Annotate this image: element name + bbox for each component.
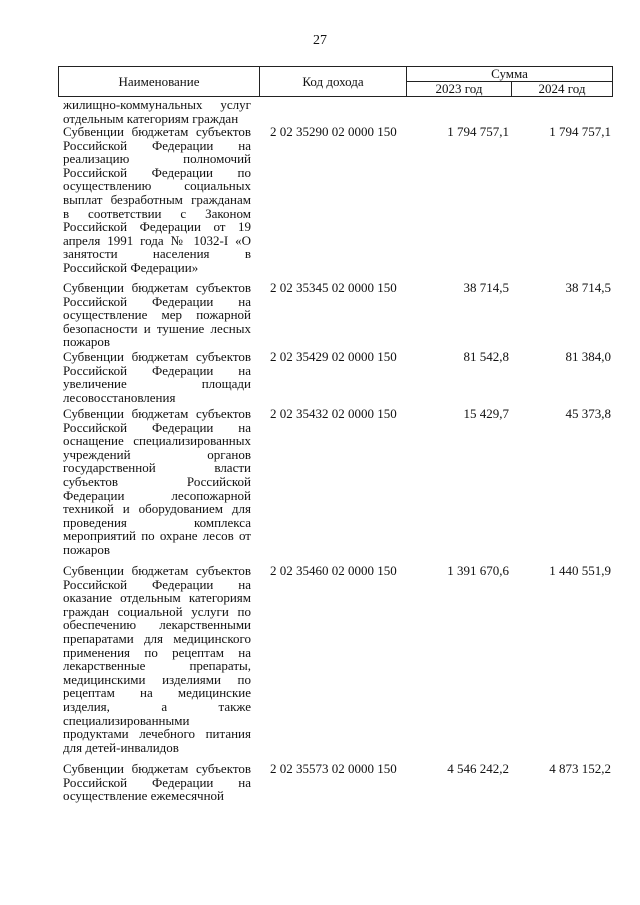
row-value-2023: 1 794 757,1	[447, 124, 509, 139]
name-line: Субвенции бюджетам субъектов	[63, 124, 251, 139]
name-line: обеспечению лекарственными	[63, 617, 251, 633]
name-line: техникой и оборудованием для	[63, 501, 251, 517]
row-name	[63, 762, 251, 803]
name-line: апреля 1991 года № 1032-I «О	[63, 232, 251, 248]
row-value-2024: 45 373,8	[565, 406, 611, 421]
header-name: Наименование	[59, 67, 260, 96]
name-line: проведения комплекса	[63, 514, 251, 530]
continuation-text	[63, 98, 251, 125]
name-line: занятости населения в	[63, 246, 251, 262]
name-line: специализированными	[63, 712, 190, 728]
name-line: Российской Федерации на	[63, 576, 251, 592]
row-code: 2 02 35573 02 0000 150	[270, 761, 397, 776]
header-sum: Сумма	[407, 67, 612, 82]
name-line: граждан социальной услуги по	[63, 603, 251, 619]
name-line: пожаров	[63, 541, 111, 557]
row-value-2023: 1 391 670,6	[447, 563, 509, 578]
row-value-2023: 15 429,7	[463, 406, 509, 421]
name-line: Российской Федерации на	[63, 137, 251, 153]
name-line: изделия, а также	[63, 698, 251, 714]
name-line: Российской Федерации по	[63, 164, 251, 180]
name-line: учреждений органов	[63, 446, 251, 462]
name-line: продуктами лечебного питания	[63, 726, 251, 742]
row-code: 2 02 35429 02 0000 150	[270, 349, 397, 364]
row-value-2023: 81 542,8	[463, 349, 509, 364]
name-line: отдельным категориям граждан	[63, 110, 239, 126]
row-value-2024: 4 873 152,2	[549, 761, 611, 776]
row-code: 2 02 35460 02 0000 150	[270, 563, 397, 578]
name-line: Субвенции бюджетам субъектов	[63, 563, 251, 578]
name-line: применения по рецептам на	[63, 644, 251, 660]
name-line: Российской Федерации на	[63, 774, 251, 790]
name-line: безопасности и тушение лесных	[63, 320, 251, 336]
name-line: Субвенции бюджетам субъектов	[63, 761, 251, 776]
header-code: Код дохода	[260, 67, 407, 96]
name-line: в соответствии с Законом	[63, 205, 251, 221]
row-code: 2 02 35345 02 0000 150	[270, 280, 397, 295]
row-name	[63, 281, 251, 349]
name-line: препаратами для медицинского	[63, 630, 251, 646]
name-line: лесовосстановления	[63, 389, 176, 405]
row-name	[63, 564, 251, 754]
name-line: Субвенции бюджетам субъектов	[63, 406, 251, 421]
name-line: оказание отдельным категориям	[63, 590, 251, 606]
name-line: медицинскими изделиями по	[63, 671, 251, 687]
row-code: 2 02 35290 02 0000 150	[270, 124, 397, 139]
name-line: реализацию полномочий	[63, 151, 251, 167]
name-line: оснащение специализированных	[63, 433, 251, 449]
name-line: Российской Федерации от 19	[63, 219, 251, 235]
header-year-2023: 2023 год	[407, 82, 512, 96]
name-line: лекарственные препараты,	[63, 658, 251, 674]
name-line: осуществление мер пожарной	[63, 307, 251, 323]
name-line: осуществлению социальных	[63, 178, 251, 194]
page-number: 27	[313, 33, 327, 48]
name-line: Субвенции бюджетам субъектов	[63, 349, 251, 364]
name-line: увеличение площади	[63, 376, 251, 392]
row-value-2024: 1 794 757,1	[549, 124, 611, 139]
name-line: мероприятий по охране лесов от	[63, 528, 251, 544]
name-line: для детей-инвалидов	[63, 739, 179, 755]
row-name	[63, 407, 251, 557]
row-name	[63, 350, 251, 404]
name-line: жилищно-коммунальных услуг	[63, 97, 251, 112]
row-code: 2 02 35432 02 0000 150	[270, 406, 397, 421]
row-value-2024: 38 714,5	[565, 280, 611, 295]
name-line: выплат безработным гражданам	[63, 191, 251, 207]
row-value-2024: 81 384,0	[565, 349, 611, 364]
name-line: Российской Федерации на	[63, 362, 251, 378]
table-header	[58, 66, 613, 97]
row-value-2023: 4 546 242,2	[447, 761, 509, 776]
name-line: осуществление ежемесячной	[63, 788, 225, 804]
name-line: рецептам на медицинские	[63, 685, 251, 701]
row-value-2023: 38 714,5	[463, 280, 509, 295]
header-year-2024: 2024 год	[538, 81, 586, 96]
name-line: Российской Федерации на	[63, 419, 251, 435]
name-line: государственной власти	[63, 460, 251, 476]
row-value-2024: 1 440 551,9	[549, 563, 611, 578]
name-line: Федерации лесопожарной	[63, 487, 251, 503]
name-line: Российской Федерации на	[63, 293, 251, 309]
name-line: пожаров	[63, 334, 111, 350]
name-line: Российской Федерации»	[63, 259, 199, 275]
name-line: субъектов Российской	[63, 473, 251, 489]
row-name	[63, 125, 251, 275]
name-line: Субвенции бюджетам субъектов	[63, 280, 251, 295]
